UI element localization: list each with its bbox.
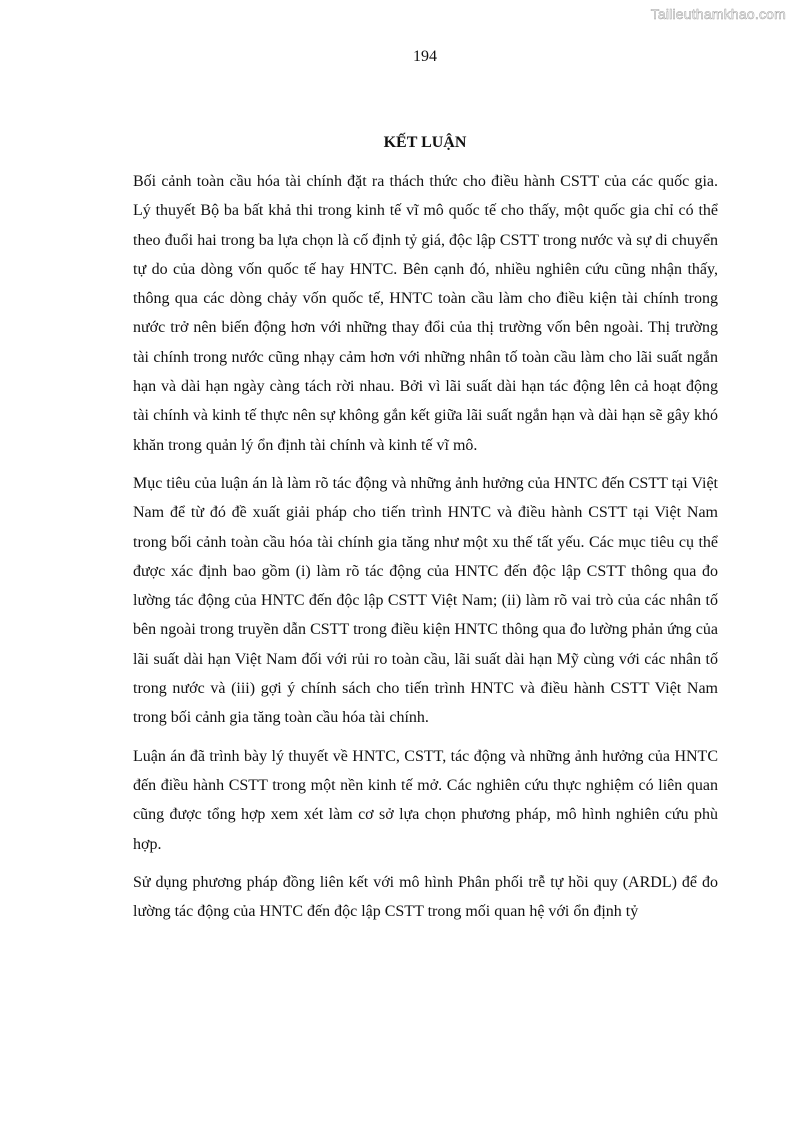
- paragraph-1: Bối cảnh toàn cầu hóa tài chính đặt ra thách thức cho điều hành CSTT của các quốc gia. Lý thuyết Bộ ba bất khả thi trong kinh tế vĩ mô quốc tế cho thấy, một quốc gia chỉ có thể theo đuổi hai trong ba lựa chọn là cố định tỷ giá, độc lập CSTT trong nước và sự di chuyển tự do của dòng vốn quốc tế hay HNTC. Bên cạnh đó, nhiều nghiên cứu cũng nhận thấy, thông qua các dòng chảy vốn quốc tế, HNTC toàn cầu làm cho điều kiện tài chính trong nước trở nên biến động hơn với những thay đổi của thị trường vốn bên ngoài. Thị trường tài chính trong nước cũng nhạy cảm hơn với những nhân tố toàn cầu làm cho lãi suất ngắn hạn và dài hạn ngày càng tách rời nhau. Bởi vì lãi suất dài hạn tác động lên cả hoạt động tài chính và kinh tế thực nên sự không gắn kết giữa lãi suất ngắn hạn và dài hạn sẽ gây khó khăn trong quản lý ổn định tài chính và kinh tế vĩ mô.: [133, 173, 718, 454]
- paragraph-4: Sử dụng phương pháp đồng liên kết với mô hình Phân phối trễ tự hồi quy (ARDL) để đo lường tác động của HNTC đến độc lập CSTT trong mối quan hệ với ổn định tỷ: [133, 873, 718, 921]
- paragraph-2: Mục tiêu của luận án là làm rõ tác động và những ảnh hưởng của HNTC đến CSTT tại Việt Nam để từ đó đề xuất giải pháp cho tiến trình HNTC và điều hành CSTT tại Việt Nam trong bối cảnh toàn cầu hóa tài chính gia tăng như một xu thế tất yếu. Các mục tiêu cụ thể được xác định bao gồm (i) làm rõ tác động của HNTC đến độc lập CSTT thông qua đo lường tác động của HNTC đến độc lập CSTT Việt Nam; (ii) làm rõ vai trò của các nhân tố bên ngoài trong truyền dẫn CSTT trong điều kiện HNTC thông qua đo lường phản ứng của lãi suất dài hạn Việt Nam đối với rủi ro toàn cầu, lãi suất dài hạn Mỹ cùng với các nhân tố trong nước và (iii) gợi ý chính sách cho tiến trình HNTC và điều hành CSTT Việt Nam trong bối cảnh gia tăng toàn cầu hóa tài chính.: [133, 474, 718, 727]
- body-text: [133, 167, 718, 935]
- watermark-text: Tailieuthamkhao.com: [650, 6, 786, 22]
- page-number: 194: [413, 48, 437, 65]
- paragraph-3: Luận án đã trình bày lý thuyết về HNTC, CSTT, tác động và những ảnh hưởng của HNTC đến điều hành CSTT trong một nền kinh tế mở. Các nghiên cứu thực nghiệm có liên quan cũng được tổng hợp xem xét làm cơ sở lựa chọn phương pháp, mô hình nghiên cứu phù hợp.: [133, 747, 718, 853]
- section-heading: KẾT LUẬN: [383, 134, 467, 151]
